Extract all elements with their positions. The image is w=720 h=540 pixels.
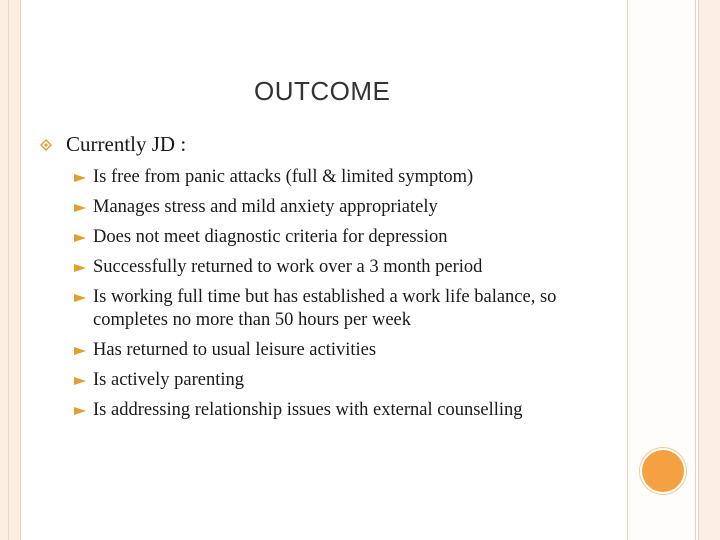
triangle-bullet-icon (74, 407, 86, 415)
main-bullet (40, 132, 186, 157)
list-item: Is free from panic attacks (full & limited symptom) (72, 166, 612, 189)
list-item: Is working full time but has established a work life balance, so completes no more than 50 hours per week (72, 286, 612, 332)
diamond-bullet-icon (40, 139, 52, 151)
triangle-bullet-icon (74, 234, 86, 242)
slide-title: OUTCOME (254, 76, 391, 106)
left-decorative-frame (0, 0, 21, 540)
list-item: Does not meet diagnostic criteria for depression (72, 226, 612, 249)
outcome-list (72, 166, 612, 429)
triangle-bullet-icon (74, 347, 86, 355)
list-item: Is addressing relationship issues with external counselling (72, 399, 612, 422)
orange-circle-ornament (642, 450, 684, 492)
triangle-bullet-icon (74, 174, 86, 182)
triangle-bullet-icon (74, 294, 86, 302)
list-item: Successfully returned to work over a 3 month period (72, 256, 612, 279)
triangle-bullet-icon (74, 377, 86, 385)
triangle-bullet-icon (74, 264, 86, 272)
main-bullet-text: Currently JD : (66, 132, 187, 156)
list-item: Manages stress and mild anxiety appropriately (72, 196, 612, 219)
triangle-bullet-icon (74, 204, 86, 212)
list-item: Has returned to usual leisure activities (72, 339, 612, 362)
list-item: Is actively parenting (72, 369, 612, 392)
